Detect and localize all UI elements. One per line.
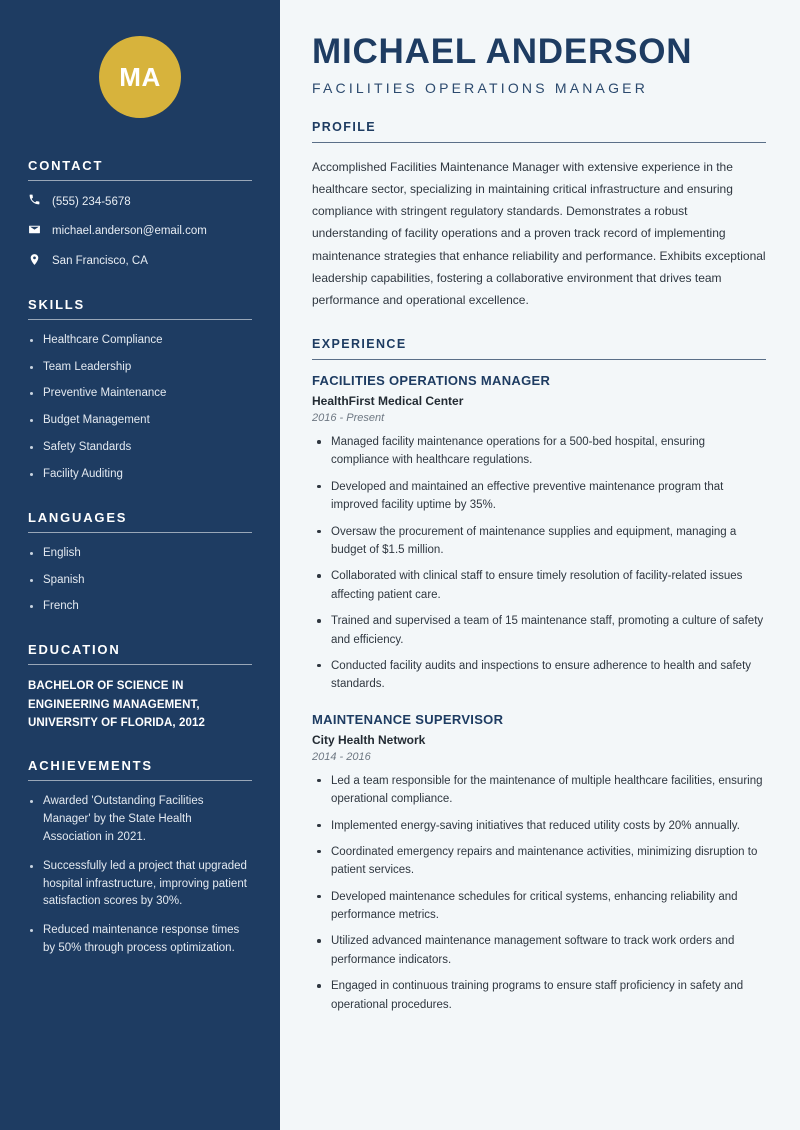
list-item: Trained and supervised a team of 15 maintenance staff, promoting a culture of safety and efficiency. [312, 612, 766, 649]
contact-divider [28, 180, 252, 181]
experience-divider [312, 359, 766, 360]
contact-heading: CONTACT [28, 158, 104, 173]
achievements-list [28, 793, 252, 958]
list-item: Developed and maintained an effective preventive maintenance program that improved facility uptime by 35%. [312, 478, 766, 515]
list-item: Led a team responsible for the maintenance of multiple healthcare facilities, ensuring operational compliance. [312, 772, 766, 809]
profile-heading: PROFILE [312, 119, 376, 134]
list-item: Spanish [28, 572, 252, 590]
contact-email[interactable] [28, 223, 252, 241]
experience-section [312, 337, 766, 1014]
list-item: Developed maintenance schedules for critical systems, enhancing reliability and performance metrics. [312, 888, 766, 925]
avatar-wrap [28, 0, 252, 158]
achievements-divider [28, 780, 252, 781]
list-item: Managed facility maintenance operations for a 500-bed hospital, ensuring compliance with healthcare regulations. [312, 433, 766, 470]
experience-dates: 2016 - Present [312, 412, 385, 425]
skills-section [28, 297, 252, 484]
skills-list [28, 332, 252, 484]
contact-email-value: michael.anderson@email.com [52, 225, 207, 238]
achievements-section [28, 758, 252, 958]
list-item: Budget Management [28, 412, 252, 430]
experience-role: FACILITIES OPERATIONS MANAGER [312, 373, 551, 389]
contact-section [28, 158, 252, 271]
list-item: English [28, 545, 252, 563]
experience-company: City Health Network [312, 732, 426, 747]
education-heading: EDUCATION [28, 642, 121, 658]
contact-phone[interactable] [28, 193, 252, 211]
avatar: MA [99, 36, 181, 118]
experience-heading: EXPERIENCE [312, 337, 407, 352]
page-title: MICHAEL ANDERSON [312, 32, 693, 71]
experience-bullets [312, 772, 766, 1014]
contact-phone-value: (555) 234-5678 [52, 195, 131, 208]
languages-heading: LANGUAGES [28, 509, 128, 525]
profile-section [312, 120, 766, 311]
list-item: Team Leadership [28, 359, 252, 377]
list-item: Healthcare Compliance [28, 332, 252, 350]
experience-bullets [312, 433, 766, 694]
profile-text: Accomplished Facilities Maintenance Manager with extensive experience in the healthcare sector, specializing in maintaining critical infrastructure and ensuring compliance with stringent regulatory standards. Demonstrates a robust understanding of facility operations and a proven track record of implementing maintenance strategies that enhance reliability and performance. Exhibits exceptional leadership capabilities, fostering a collaborative environment that drives team performance and operational excellence. [312, 159, 766, 307]
list-item: Preventive Maintenance [28, 385, 252, 403]
experience-entry [312, 712, 766, 1014]
experience-entry [312, 373, 766, 694]
list-item: Successfully led a project that upgraded hospital infrastructure, improving patient satisfaction scores by 30%. [28, 858, 252, 911]
education-section [28, 642, 252, 732]
experience-dates: 2014 - 2016 [312, 750, 371, 763]
sidebar [0, 0, 280, 1130]
list-item: Engaged in continuous training programs to ensure staff proficiency in safety and operational procedures. [312, 977, 766, 1014]
education-entry: BACHELOR OF SCIENCE IN ENGINEERING MANAGEMENT, UNIVERSITY OF FLORIDA, 2012 [28, 680, 205, 729]
list-item: Utilized advanced maintenance management software to track work orders and performance indicators. [312, 932, 766, 969]
job-title: FACILITIES OPERATIONS MANAGER [312, 79, 649, 96]
contact-location[interactable] [28, 253, 252, 271]
experience-role: MAINTENANCE SUPERVISOR [312, 711, 504, 727]
envelope-icon [28, 223, 41, 241]
languages-list [28, 545, 252, 616]
contact-list [28, 193, 252, 271]
contact-location-value: San Francisco, CA [52, 255, 148, 268]
list-item: Facility Auditing [28, 466, 252, 484]
languages-divider [28, 532, 252, 533]
main-content [280, 0, 800, 1130]
list-item: French [28, 598, 252, 616]
list-item: Collaborated with clinical staff to ensure timely resolution of facility-related issues affecting patient care. [312, 567, 766, 604]
list-item: Awarded 'Outstanding Facilities Manager' by the State Health Association in 2021. [28, 793, 252, 846]
list-item: Implemented energy-saving initiatives that reduced utility costs by 20% annually. [312, 817, 766, 835]
education-divider [28, 664, 252, 665]
list-item: Reduced maintenance response times by 50% through process optimization. [28, 922, 252, 958]
phone-icon [28, 193, 41, 211]
list-item: Safety Standards [28, 439, 252, 457]
location-pin-icon [28, 253, 41, 271]
achievements-heading: ACHIEVEMENTS [28, 758, 153, 774]
skills-heading: SKILLS [28, 296, 86, 312]
languages-section [28, 510, 252, 616]
profile-divider [312, 142, 766, 143]
list-item: Oversaw the procurement of maintenance supplies and equipment, managing a budget of $1.5 million. [312, 523, 766, 560]
list-item: Coordinated emergency repairs and maintenance activities, minimizing disruption to patient services. [312, 843, 766, 880]
experience-company: HealthFirst Medical Center [312, 394, 464, 409]
skills-divider [28, 319, 252, 320]
list-item: Conducted facility audits and inspections to ensure adherence to health and safety standards. [312, 657, 766, 694]
